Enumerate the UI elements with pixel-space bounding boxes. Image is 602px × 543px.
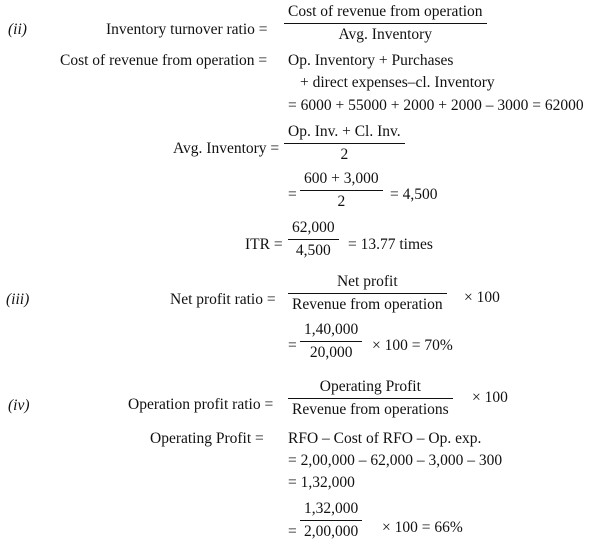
net-profit-fraction — [288, 274, 447, 312]
net-profit-lhs: Net profit ratio = — [170, 291, 276, 308]
avg-inventory-step-fraction — [300, 171, 383, 209]
itr-fraction — [284, 4, 487, 42]
itr-calc-numerator: 62,000 — [292, 219, 335, 236]
itr-denominator: Avg. Inventory — [338, 25, 433, 43]
avg-inventory-result: = 4,500 — [390, 186, 438, 203]
operating-profit-lhs: Operating Profit = — [150, 430, 264, 447]
avg-inventory-step-numerator: 600 + 3,000 — [304, 170, 379, 187]
avg-inventory-numerator: Op. Inv. + Cl. Inv. — [288, 123, 401, 140]
net-profit-step-denominator: 20,000 — [309, 343, 353, 361]
itr-calc-fraction — [288, 220, 339, 258]
operation-profit-fraction — [288, 379, 453, 417]
itr-lhs: Inventory turnover ratio = — [106, 21, 268, 38]
part-iii-label: (iii) — [6, 291, 30, 308]
operation-profit-step-numerator: 1,32,000 — [304, 500, 359, 517]
avg-inventory-lhs: Avg. Inventory = — [173, 140, 280, 157]
itr-calc-result: = 13.77 times — [348, 236, 433, 253]
avg-inventory-step-eq: = — [288, 186, 297, 203]
avg-inventory-step-denominator: 2 — [337, 192, 346, 210]
net-profit-step-fraction — [300, 322, 362, 360]
itr-numerator: Cost of revenue from operation — [288, 3, 483, 20]
operating-profit-line-1: RFO – Cost of RFO – Op. exp. — [288, 430, 482, 447]
part-ii-label: (ii) — [8, 21, 27, 38]
operation-profit-numerator: Operating Profit — [319, 378, 421, 395]
net-profit-numerator: Net profit — [336, 273, 398, 290]
net-profit-result: × 100 = 70% — [372, 337, 453, 354]
net-profit-multiplier: × 100 — [464, 289, 500, 306]
operation-profit-lhs: Operation profit ratio = — [128, 396, 274, 413]
operating-profit-line-2: = 2,00,000 – 62,000 – 3,000 – 300 — [288, 452, 503, 469]
net-profit-step-numerator: 1,40,000 — [304, 321, 359, 338]
net-profit-denominator: Revenue from operation — [292, 295, 443, 313]
cro-line-3: = 6000 + 55000 + 2000 + 2000 – 3000 = 62000 — [288, 97, 584, 114]
part-iv-label: (iv) — [8, 397, 30, 414]
operation-profit-step-denominator: 2,00,000 — [304, 522, 359, 540]
net-profit-step-eq: = — [288, 337, 297, 354]
itr-calc-denominator: 4,500 — [295, 241, 331, 259]
cro-line-2: + direct expenses–cl. Inventory — [300, 74, 495, 91]
avg-inventory-denominator: 2 — [340, 145, 349, 163]
operation-profit-step-fraction — [300, 501, 362, 539]
cro-lhs: Cost of revenue from operation = — [60, 52, 268, 69]
operation-profit-multiplier: × 100 — [472, 389, 508, 406]
avg-inventory-fraction — [284, 124, 405, 162]
operation-profit-denominator: Revenue from operations — [292, 400, 449, 418]
operating-profit-line-3: = 1,32,000 — [288, 474, 355, 491]
operation-profit-step-eq: = — [288, 523, 297, 540]
cro-line-1: Op. Inventory + Purchases — [288, 52, 454, 69]
operation-profit-result: × 100 = 66% — [382, 519, 463, 536]
itr-calc-lhs: ITR = — [245, 236, 283, 253]
